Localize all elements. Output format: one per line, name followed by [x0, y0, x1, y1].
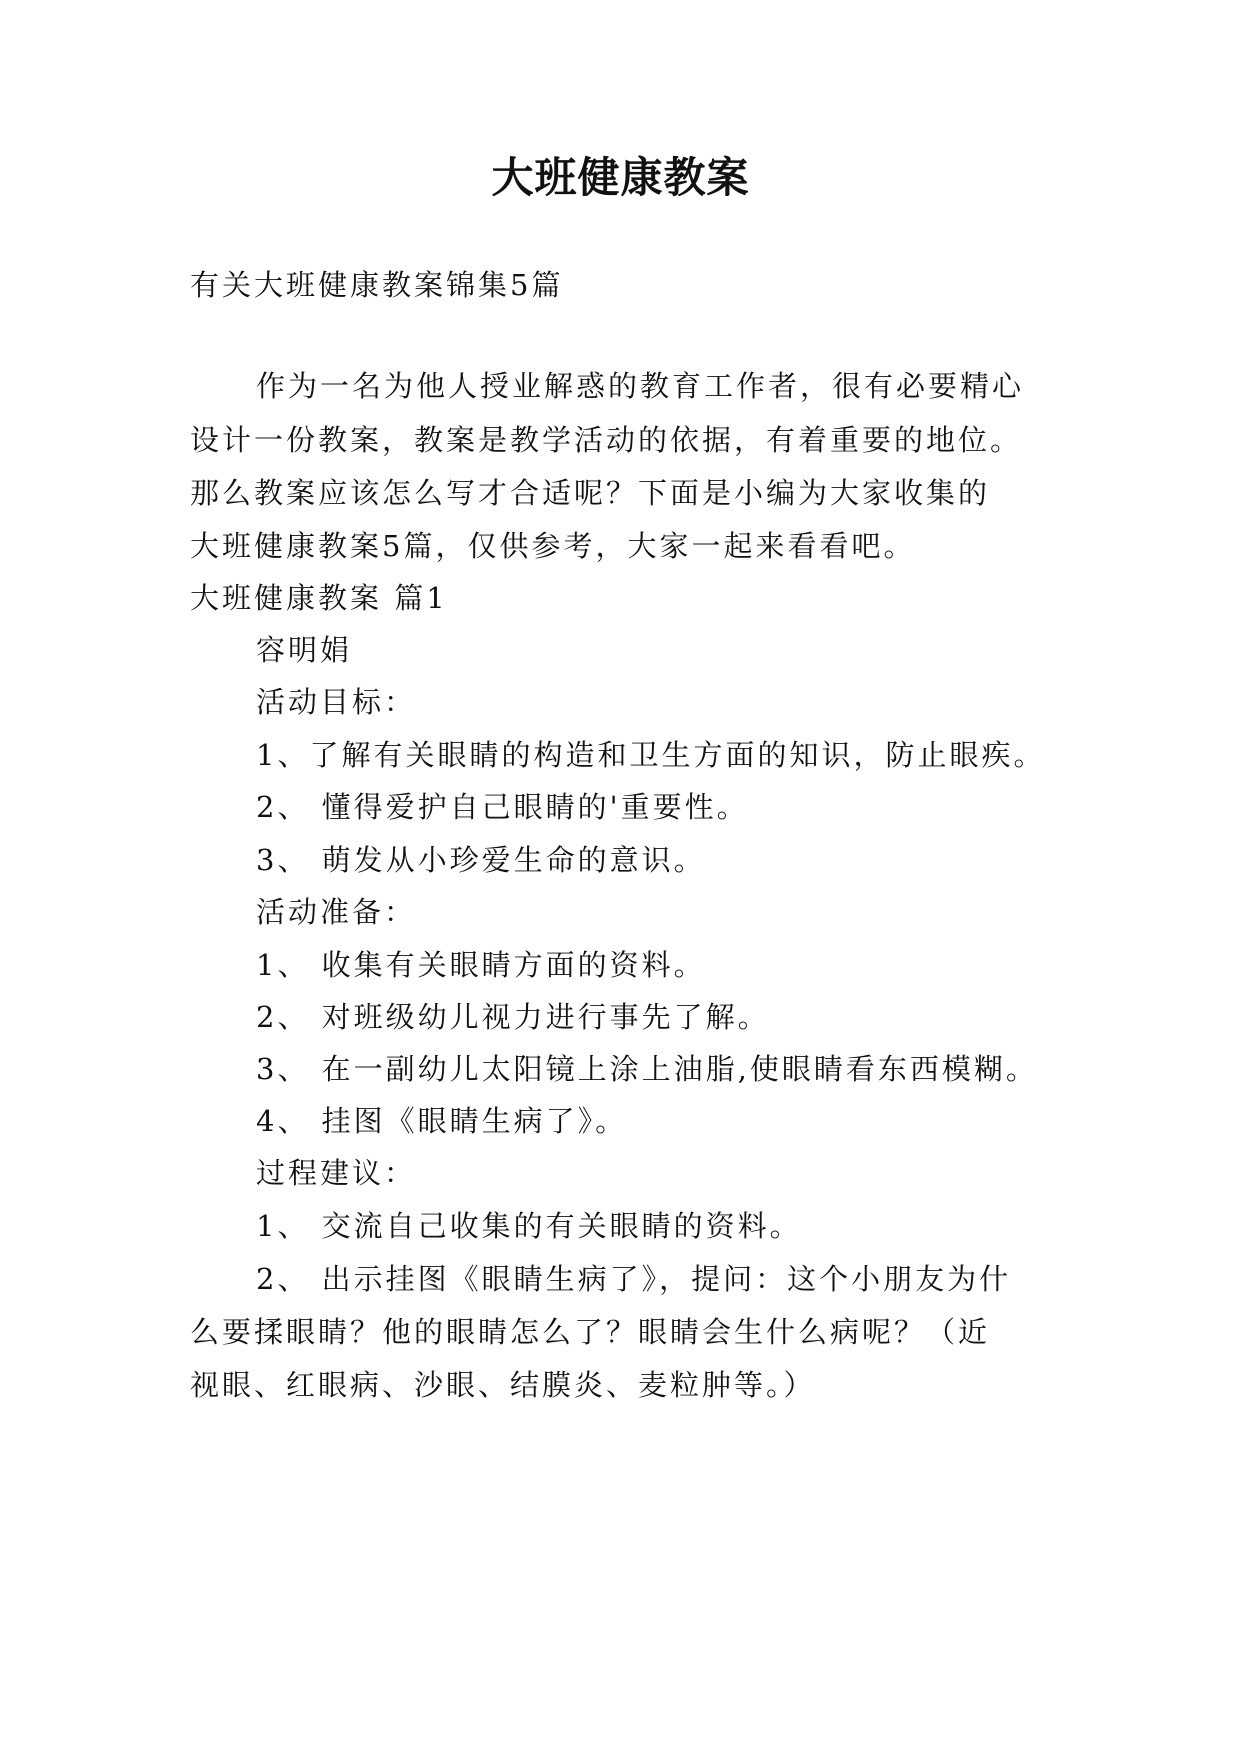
process-item: 2、 出示挂图《眼睛生病了》，提问：这个小朋友为什 [256, 1262, 1012, 1296]
section-heading: 大班健康教案 篇1 [190, 581, 448, 615]
goal-item: 3、 萌发从小珍爱生命的意识。 [256, 843, 706, 877]
goal-item: 2、 懂得爱护自己眼睛的'重要性。 [256, 790, 749, 824]
goal-item: 1、了解有关眼睛的构造和卫生方面的知识，防止眼疾。 [256, 738, 1046, 772]
intro-line: 设计一份教案，教案是教学活动的依据，有着重要的地位。 [190, 423, 1023, 457]
intro-line: 作为一名为他人授业解惑的教育工作者，很有必要精心 [256, 369, 1025, 403]
process-heading: 过程建议： [256, 1156, 417, 1190]
prep-item: 1、 收集有关眼睛方面的资料。 [256, 948, 706, 982]
intro-line: 那么教案应该怎么写才合适呢？下面是小编为大家收集的 [190, 476, 991, 510]
process-item-continued: 视眼、红眼病、沙眼、结膜炎、麦粒肿等。） [190, 1368, 816, 1402]
goals-heading: 活动目标： [256, 685, 417, 719]
prep-item: 4、 挂图《眼睛生病了》。 [256, 1104, 628, 1138]
prep-item: 2、 对班级幼儿视力进行事先了解。 [256, 1000, 770, 1034]
author-name: 容明娟 [256, 633, 353, 667]
process-item-continued: 么要揉眼睛？他的眼睛怎么了？眼睛会生什么病呢？（近 [190, 1315, 991, 1349]
prep-item: 3、 在一副幼儿太阳镜上涂上油脂,使眼睛看东西模糊。 [256, 1052, 1038, 1086]
intro-line: 大班健康教案5篇，仅供参考，大家一起来看看吧。 [190, 529, 916, 563]
process-item: 1、 交流自己收集的有关眼睛的资料。 [256, 1209, 802, 1243]
document-title: 大班健康教案 [491, 153, 750, 202]
document-subtitle: 有关大班健康教案锦集5篇 [190, 268, 564, 302]
prep-heading: 活动准备： [256, 895, 417, 929]
